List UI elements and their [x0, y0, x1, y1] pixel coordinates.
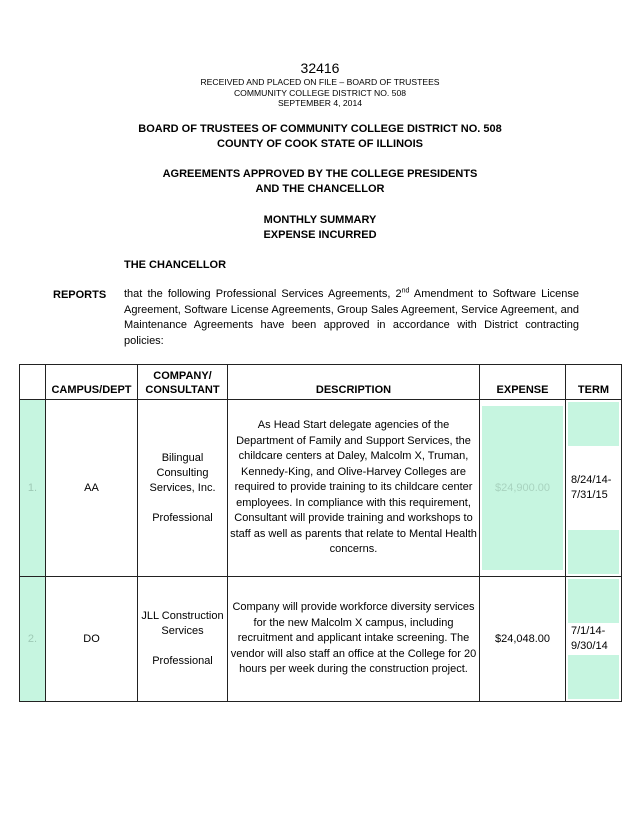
company-header-line1: COMPANY/ [153, 370, 212, 382]
term-highlight-top [568, 402, 619, 446]
document-number: 32416 [300, 60, 340, 76]
reports-text-start: that the following Professional Services Agreements, 2 [124, 288, 402, 300]
consultant-type: Professional [152, 655, 213, 667]
company-header [138, 365, 228, 400]
table-row [20, 577, 622, 702]
consultant-type: Professional [152, 511, 213, 524]
date-line: SEPTEMBER 4, 2014 [277, 98, 363, 108]
expense-header: EXPENSE [480, 365, 566, 400]
company-header-line2: CONSULTANT [145, 384, 220, 396]
index-header [20, 365, 46, 400]
agreements-title-line1: AGREEMENTS APPROVED BY THE COLLEGE PRESIDENTS [162, 168, 478, 180]
summary-title [0, 213, 640, 243]
consultant-cell [138, 400, 228, 577]
expense-cell [480, 400, 566, 577]
term-text [568, 473, 619, 503]
board-title [0, 122, 640, 152]
expense-highlight: $24,900.00 [482, 406, 563, 570]
term-cell [566, 577, 622, 702]
term-highlight-bottom [568, 530, 619, 574]
consultant-line3: Services, Inc. [149, 481, 216, 494]
consultant-line2: Consulting [156, 466, 209, 479]
reports-paragraph [124, 287, 579, 349]
term-text [568, 624, 619, 654]
table-header-row [20, 365, 622, 400]
term-end: 7/31/15 [571, 489, 608, 501]
reports-superscript: nd [401, 287, 410, 295]
term-highlight-top [568, 579, 619, 623]
term-cell [566, 400, 622, 577]
term-start: 7/1/14- [571, 625, 606, 637]
consultant-line1: Bilingual [161, 451, 204, 464]
campus-cell: DO [46, 577, 138, 702]
term-start: 8/24/14- [571, 474, 612, 486]
description-cell: As Head Start delegate agencies of the Department of Family and Support Services, the childcare centers at Daley, Malcolm X, Truman, Kennedy-King, and Olive-Harvey Colleges are required to provide training to its childcare center employees. In compliance with this requirement, Consultant will provide training and workshops to staff as well as parents that relate to Mental Health concerns. [228, 400, 480, 577]
term-header: TERM [566, 365, 622, 400]
summary-title-line1: MONTHLY SUMMARY [263, 214, 377, 226]
description-header: DESCRIPTION [228, 365, 480, 400]
agreements-title-line2: AND THE CHANCELLOR [255, 183, 385, 195]
term-end: 9/30/14 [571, 640, 608, 652]
term-highlight-bottom [568, 655, 619, 699]
expense-cell: $24,048.00 [480, 577, 566, 702]
agreements-title [0, 167, 640, 197]
campus-header: CAMPUS/DEPT [46, 365, 138, 400]
consultant-line1: JLL Construction [141, 610, 224, 622]
campus-cell: AA [46, 400, 138, 577]
description-cell: Company will provide workforce diversity services for the new Malcolm X campus, including recruitment and applicant intake screening. The vendor will also staff an office at the College for 20 hours per week during the construction project. [228, 577, 480, 702]
district-line: COMMUNITY COLLEGE DISTRICT NO. 508 [233, 87, 407, 98]
table-row [20, 400, 622, 577]
chancellor-heading: THE CHANCELLOR [124, 259, 227, 271]
agreements-table [19, 364, 622, 702]
consultant-line2: Services [161, 625, 204, 637]
row-index: 1. [20, 400, 46, 577]
board-title-line2: COUNTY OF COOK STATE OF ILLINOIS [217, 138, 423, 150]
reports-label: REPORTS [53, 289, 107, 301]
row-index: 2. [20, 577, 46, 702]
filing-stamp [0, 77, 640, 109]
received-line: RECEIVED AND PLACED ON FILE – BOARD OF TRUSTEES [200, 77, 440, 87]
summary-title-line2: EXPENSE INCURRED [263, 229, 377, 241]
reports-text-end: Amendment to Software License Agreement, Software License Agreements, Group Sales Agreement, Service Agreement, and Maintenance Agreements have been approved in accordance with District contracting policies: [124, 288, 579, 347]
consultant-cell [138, 577, 228, 702]
board-title-line1: BOARD OF TRUSTEES OF COMMUNITY COLLEGE DISTRICT NO. 508 [138, 123, 502, 135]
